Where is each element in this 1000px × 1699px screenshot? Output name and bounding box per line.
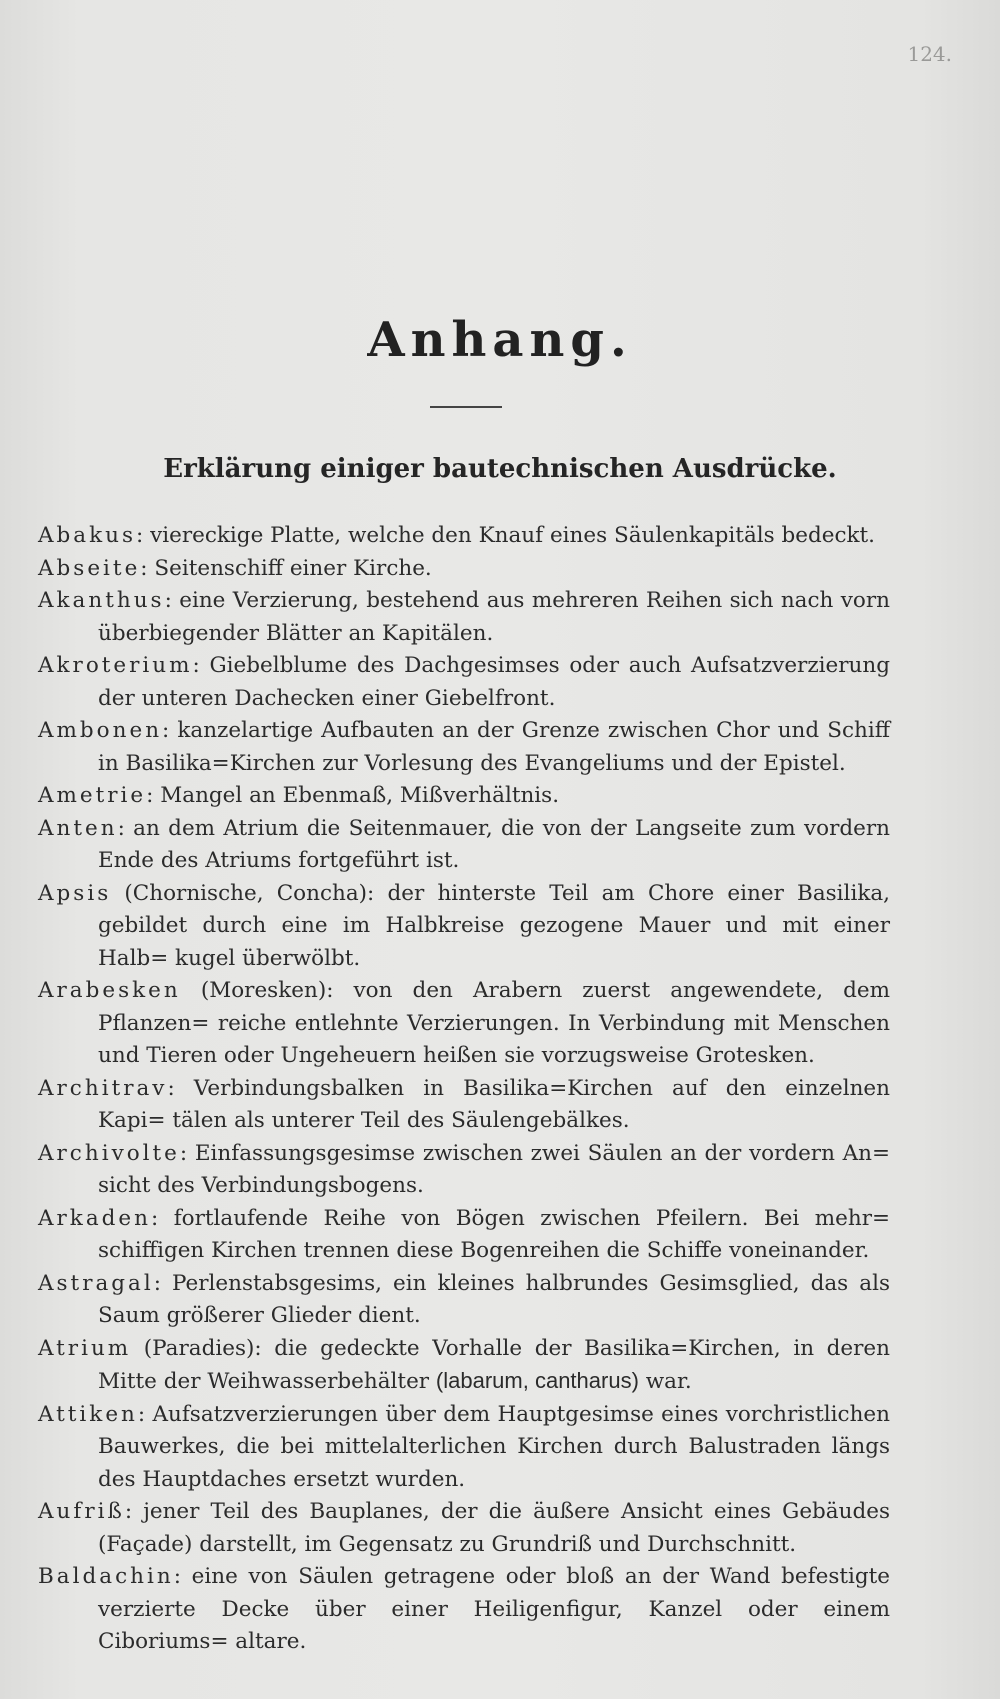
glossary-entry [38,1399,890,1497]
glossary-term: Arkaden [38,1205,151,1231]
glossary-entry [38,975,890,1073]
glossary-definition: : fortlaufende Reihe von Bögen zwischen Pfeilern. Bei mehr= schiffigen Kirchen trennen diese Bogenreihen die Schiffe voneinander. [98,1205,890,1263]
glossary-definition: : Aufsatzverzierungen über dem Hauptgesimse eines vorchristlichen Bauwerkes, die bei mittelalterlichen Kirchen durch Balustraden längs des Hauptdaches ersetzt wurden. [98,1401,890,1492]
glossary-entry [38,1268,890,1333]
glossary-entry [38,1496,890,1561]
glossary-term: Abakus [38,523,137,548]
glossary-definition: : eine Verzierung, bestehend aus mehreren Reihen sich nach vorn überbiegender Blätter an Kapitälen. [98,588,890,646]
glossary-term: Anten [38,815,118,841]
glossary-term: Aufriß [38,1499,125,1524]
page-title: Anhang. [367,312,633,368]
glossary-term: Atrium [38,1335,132,1361]
glossary-definition: : Perlenstabsgesims, ein kleines halbrundes Gesimsglied, das als Saum größerer Glieder dient. [98,1270,890,1328]
glossary-term: Baldachin [38,1564,174,1589]
glossary-definition: (Paradies): die gedeckte Vorhalle der Basilika=Kirchen, in deren Mitte der Weihwasserbehälter [98,1335,890,1394]
glossary-entry [38,1073,890,1138]
title-divider [430,406,502,408]
glossary-definition: : eine von Säulen getragene oder bloß an der Wand befestigte verzierte Decke über einer Heiligenfigur, Kanzel oder einem Ciboriums= altare. [98,1564,890,1654]
glossary-entry [38,520,890,553]
glossary-entry [38,1561,890,1659]
glossary-definition-end: war. [638,1369,692,1394]
glossary-definition: : viereckige Platte, welche den Knauf eines Säulenkapitäls bedeckt. [136,523,876,548]
glossary-term: Arabesken [38,978,181,1003]
glossary-term: Apsis [38,880,112,906]
page-number: 124. [907,42,952,66]
glossary-entry [38,650,890,715]
glossary-entry [38,715,890,780]
glossary-entry [38,780,890,813]
glossary-entry [38,878,890,976]
glossary-term: Akroterium [38,653,193,678]
glossary-entry [38,585,890,650]
glossary-definition: (Moresken): von den Arabern zuerst angewendete, dem Pflanzen= reiche entlehnte Verzierungen. In Verbindung mit Menschen und Tieren oder Ungeheuern heißen sie vorzugsweise Grotesken. [98,978,890,1068]
glossary-definition: : kanzelartige Aufbauten an der Grenze zwischen Chor und Schiff in Basilika=Kirchen zur Vorlesung des Evangeliums und der Epistel. [98,718,890,776]
glossary-term: Ametrie [38,783,147,808]
glossary-term: Architrav [38,1075,168,1101]
glossary-definition: : Einfassungsgesimse zwischen zwei Säulen an der vordern An= sicht des Verbindungsbogens. [98,1140,890,1198]
glossary-entry [38,553,890,586]
glossary-definition: : Giebelblume des Dachgesimses oder auch Aufsatzverzierung der unteren Dachecken einer Giebelfront. [98,653,890,711]
glossary-entry [38,1333,890,1399]
section-heading: Erklärung einiger bautechnischen Ausdrücke. [163,454,837,484]
glossary-definition: (Chornische, Concha): der hinterste Teil am Chore einer Basilika, gebildet durch eine im Halbkreise gezogene Mauer und mit einer Halb= kugel überwölbt. [98,880,890,971]
glossary-term: Ambonen [38,718,163,743]
glossary-term: Attiken [38,1401,138,1427]
glossary-term: Archivolte [38,1140,180,1166]
glossary-definition: : jener Teil des Bauplanes, der die äußere Ansicht eines Gebäudes (Façade) darstellt, im Gegensatz zu Grundriß und Durchschnitt. [98,1499,890,1557]
glossary-definition: : an dem Atrium die Seitenmauer, die von der Langseite zum vordern Ende des Atriums fortgeführt ist. [98,815,890,873]
glossary-entry [38,1138,890,1203]
glossary-term: Akanthus [38,588,165,613]
glossary-term: Astragal [38,1270,154,1296]
glossary-term: Abseite [38,555,141,581]
glossary-definition: : Verbindungsbalken in Basilika=Kirchen auf den einzelnen Kapi= tälen als unterer Teil des Säulengebälkes. [98,1075,890,1133]
glossary-entry [38,1203,890,1268]
latin-terms: (labarum, cantharus) [435,1368,639,1393]
glossary-definition: : Mangel an Ebenmaß, Mißverhältnis. [146,783,560,808]
glossary-entry [38,813,890,878]
glossary-list [38,520,890,1659]
glossary-definition: : Seitenschiff einer Kirche. [140,555,432,581]
